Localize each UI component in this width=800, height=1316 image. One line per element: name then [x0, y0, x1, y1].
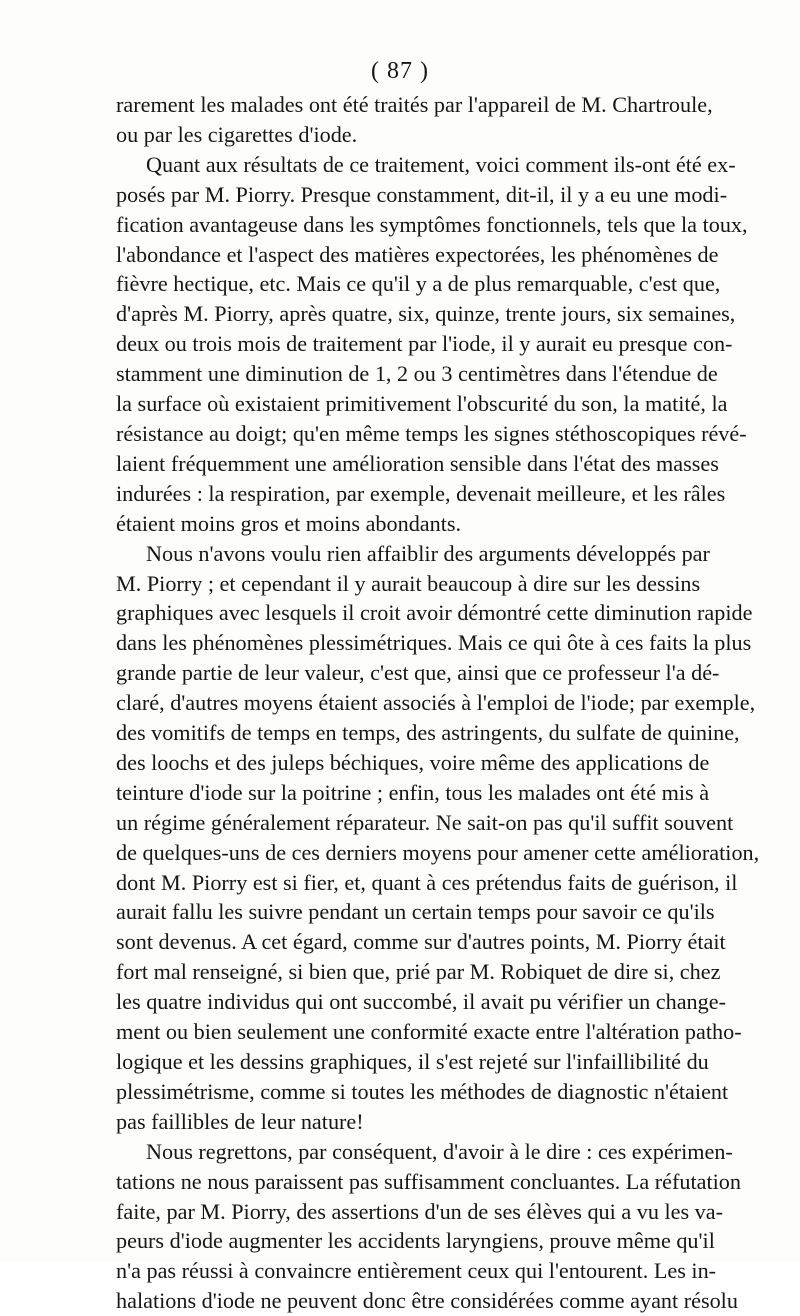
paragraph-1	[116, 90, 713, 150]
text-line: deux ou trois mois de traitement par l'iode, il y aurait eu presque con-	[116, 331, 733, 357]
text-line: claré, d'autres moyens étaient associés à l'emploi de l'iode; par exemple,	[116, 690, 756, 716]
text-line: les quatre individus qui ont succombé, il avait pu vérifier un change-	[116, 989, 726, 1015]
text-line: ment ou bien seulement une conformité exacte entre l'altération patho-	[116, 1019, 742, 1045]
paragraph-3	[116, 539, 760, 1137]
text-line: faite, par M. Piorry, des assertions d'un de ses élèves qui a vu les va-	[116, 1198, 724, 1224]
text-line: des loochs et des juleps béchiques, voire même des applications de	[116, 749, 710, 775]
text-line: sont devenus. A cet égard, comme sur d'autres points, M. Piorry était	[116, 929, 726, 955]
text-line: des vomitifs de temps en temps, des astringents, du sulfate de quinine,	[116, 720, 740, 746]
text-line: Nous regrettons, par conséquent, d'avoir à le dire : ces expérimen-	[146, 1138, 733, 1164]
text-line: un régime généralement réparateur. Ne sait-on pas qu'il suffit souvent	[116, 809, 734, 835]
text-line: logique et les dessins graphiques, il s'est rejeté sur l'infaillibilité du	[116, 1049, 709, 1074]
text-line: laient fréquemment une amélioration sensible dans l'état des masses	[116, 450, 719, 476]
text-line: peurs d'iode augmenter les accidents laryngiens, prouve même qu'il	[116, 1228, 715, 1254]
text-line: posés par M. Piorry. Presque constamment, dit-il, il y a eu une modi-	[116, 181, 728, 207]
text-line: M. Piorry ; et cependant il y aurait beaucoup à dire sur les dessins	[116, 570, 701, 596]
text-line: aurait fallu les suivre pendant un certain temps pour savoir ce qu'ils	[116, 899, 715, 925]
text-line: stamment une diminution de 1, 2 ou 3 centimètres dans l'étendue de	[116, 361, 718, 387]
text-line: grande partie de leur valeur, c'est que, ainsi que ce professeur l'a dé-	[116, 660, 720, 686]
text-line: d'après M. Piorry, après quatre, six, quinze, trente jours, six semaines,	[116, 301, 736, 327]
text-line: graphiques avec lesquels il croit avoir démontré cette diminution rapide	[116, 600, 753, 626]
text-line: indurées : la respiration, par exemple, devenait meilleure, et les râles	[116, 480, 726, 506]
text-line: fort mal renseigné, si bien que, prié par M. Robiquet de dire si, chez	[116, 959, 721, 985]
text-line: fication avantageuse dans les symptômes fonctionnels, tels que la toux,	[116, 211, 748, 237]
paragraph-2	[116, 150, 748, 539]
text-line: dont M. Piorry est si fier, et, quant à ces prétendus faits de guérison, il	[116, 869, 738, 895]
text-line: résistance au doigt; qu'en même temps les signes stéthoscopiques révé-	[116, 420, 747, 446]
text-line: dans les phénomènes plessimétriques. Mais ce qui ôte à ces faits la plus	[116, 630, 752, 656]
text-line: rarement les malades ont été traités par l'appareil de M. Chartroule,	[116, 92, 713, 117]
text-line: tations ne nous paraissent pas suffisamment concluantes. La réfutation	[116, 1168, 741, 1194]
text-line: fièvre hectique, etc. Mais ce qu'il y a de plus remarquable, c'est que,	[116, 271, 721, 297]
text-line: halations d'iode ne peuvent donc être considérées comme ayant résolu	[116, 1288, 738, 1314]
text-line: la surface où existaient primitivement l'obscurité du son, la matité, la	[116, 391, 728, 417]
text-line: Nous n'avons voulu rien affaiblir des arguments développés par	[146, 540, 710, 566]
body-text	[116, 90, 760, 1316]
text-line: ou par les cigarettes d'iode.	[116, 121, 358, 147]
page-number: ( 87 )	[371, 58, 429, 84]
text-line: n'a pas réussi à convaincre entièrement ceux qui l'entourent. Les in-	[116, 1258, 717, 1284]
text-line: l'abondance et l'aspect des matières expectorées, les phénomènes de	[116, 241, 719, 267]
paragraph-4	[116, 1137, 741, 1316]
text-line: Quant aux résultats de ce traitement, voici comment ils-ont été ex-	[146, 151, 736, 177]
text-line: étaient moins gros et moins abondants.	[116, 510, 462, 536]
text-line: teinture d'iode sur la poitrine ; enfin, tous les malades ont été mis à	[116, 779, 710, 805]
text-line: plessimétrisme, comme si toutes les méthodes de diagnostic n'étaient	[116, 1078, 729, 1104]
text-line: de quelques-uns de ces derniers moyens pour amener cette amélioration,	[116, 839, 760, 865]
text-line: pas faillibles de leur nature!	[116, 1108, 364, 1134]
